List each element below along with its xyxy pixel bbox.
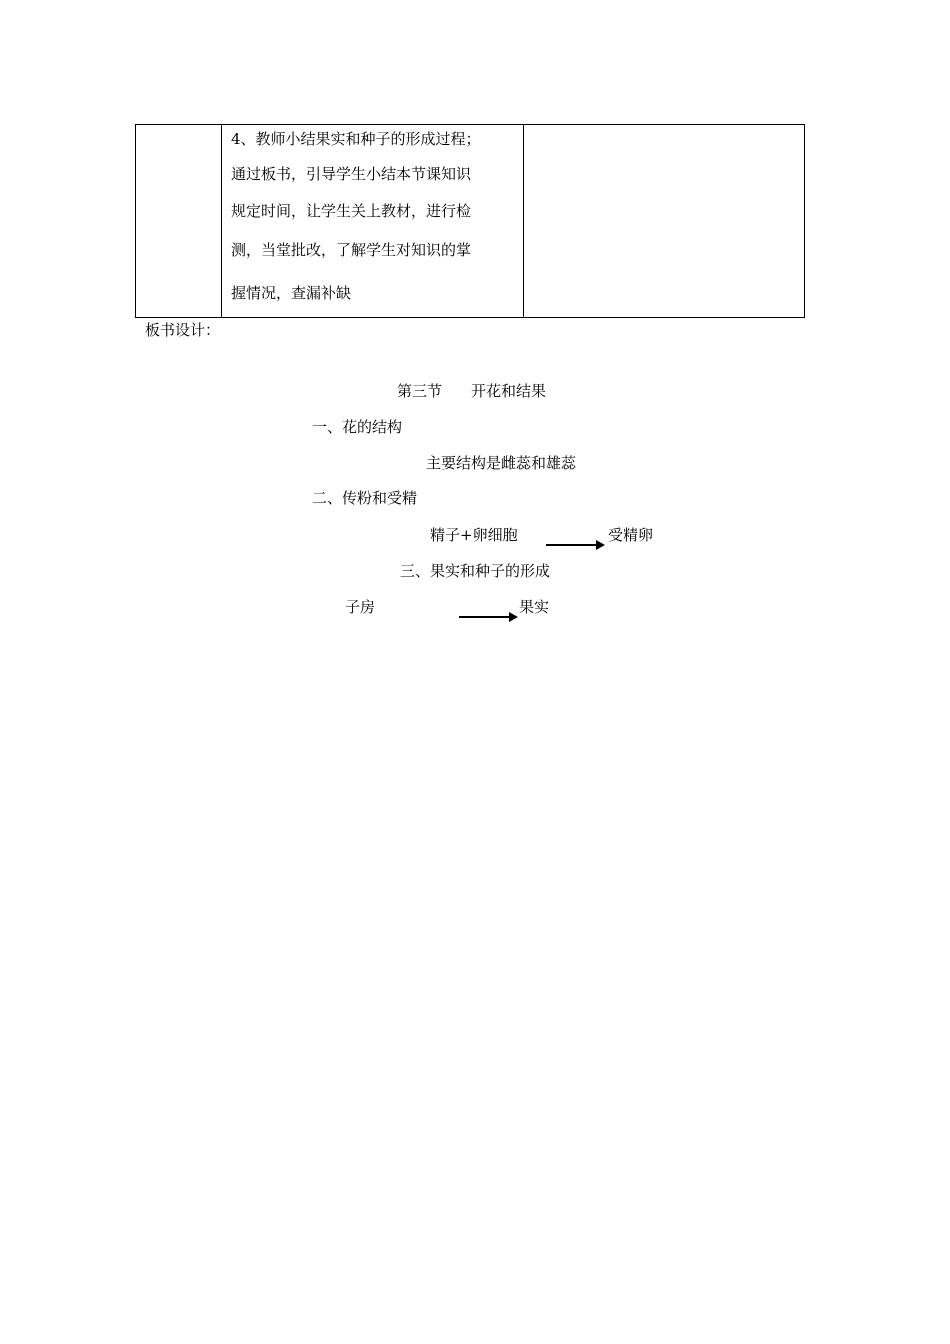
heading-pollination-fertilization: 二、传粉和受精 [312,489,418,507]
fertilization-output: 受精卵 [608,526,654,544]
arrow-right-icon [459,616,510,618]
table-cell-empty-right [524,125,804,317]
board-design-label: 板书设计： [145,321,221,339]
section-name: 开花和结果 [471,382,547,400]
fruit-output: 果实 [519,598,550,616]
fruit-input: 子房 [345,598,376,616]
table-cell-line: 测，当堂批改，了解学生对知识的掌 [231,241,472,259]
table-cell-line: 通过板书，引导学生小结本节课知识 [231,165,472,183]
fertilization-input: 精子+卵细胞 [430,526,518,544]
table-cell-procedure [222,125,524,317]
heading-fruit-seed-formation: 三、果实和种子的形成 [400,562,551,580]
table-cell-line: 规定时间，让学生关上教材，进行检 [231,202,472,220]
heading-flower-structure: 一、花的结构 [312,418,403,436]
table-cell-empty-left [136,125,222,317]
table-cell-line: 4、教师小结果实和种子的形成过程； [231,130,481,148]
lesson-table [135,124,805,318]
section-title: 第三节 [397,382,443,400]
table-cell-line: 握情况，查漏补缺 [231,284,352,302]
flower-structure-detail: 主要结构是雌蕊和雄蕊 [426,454,577,472]
arrow-right-icon [546,544,597,546]
